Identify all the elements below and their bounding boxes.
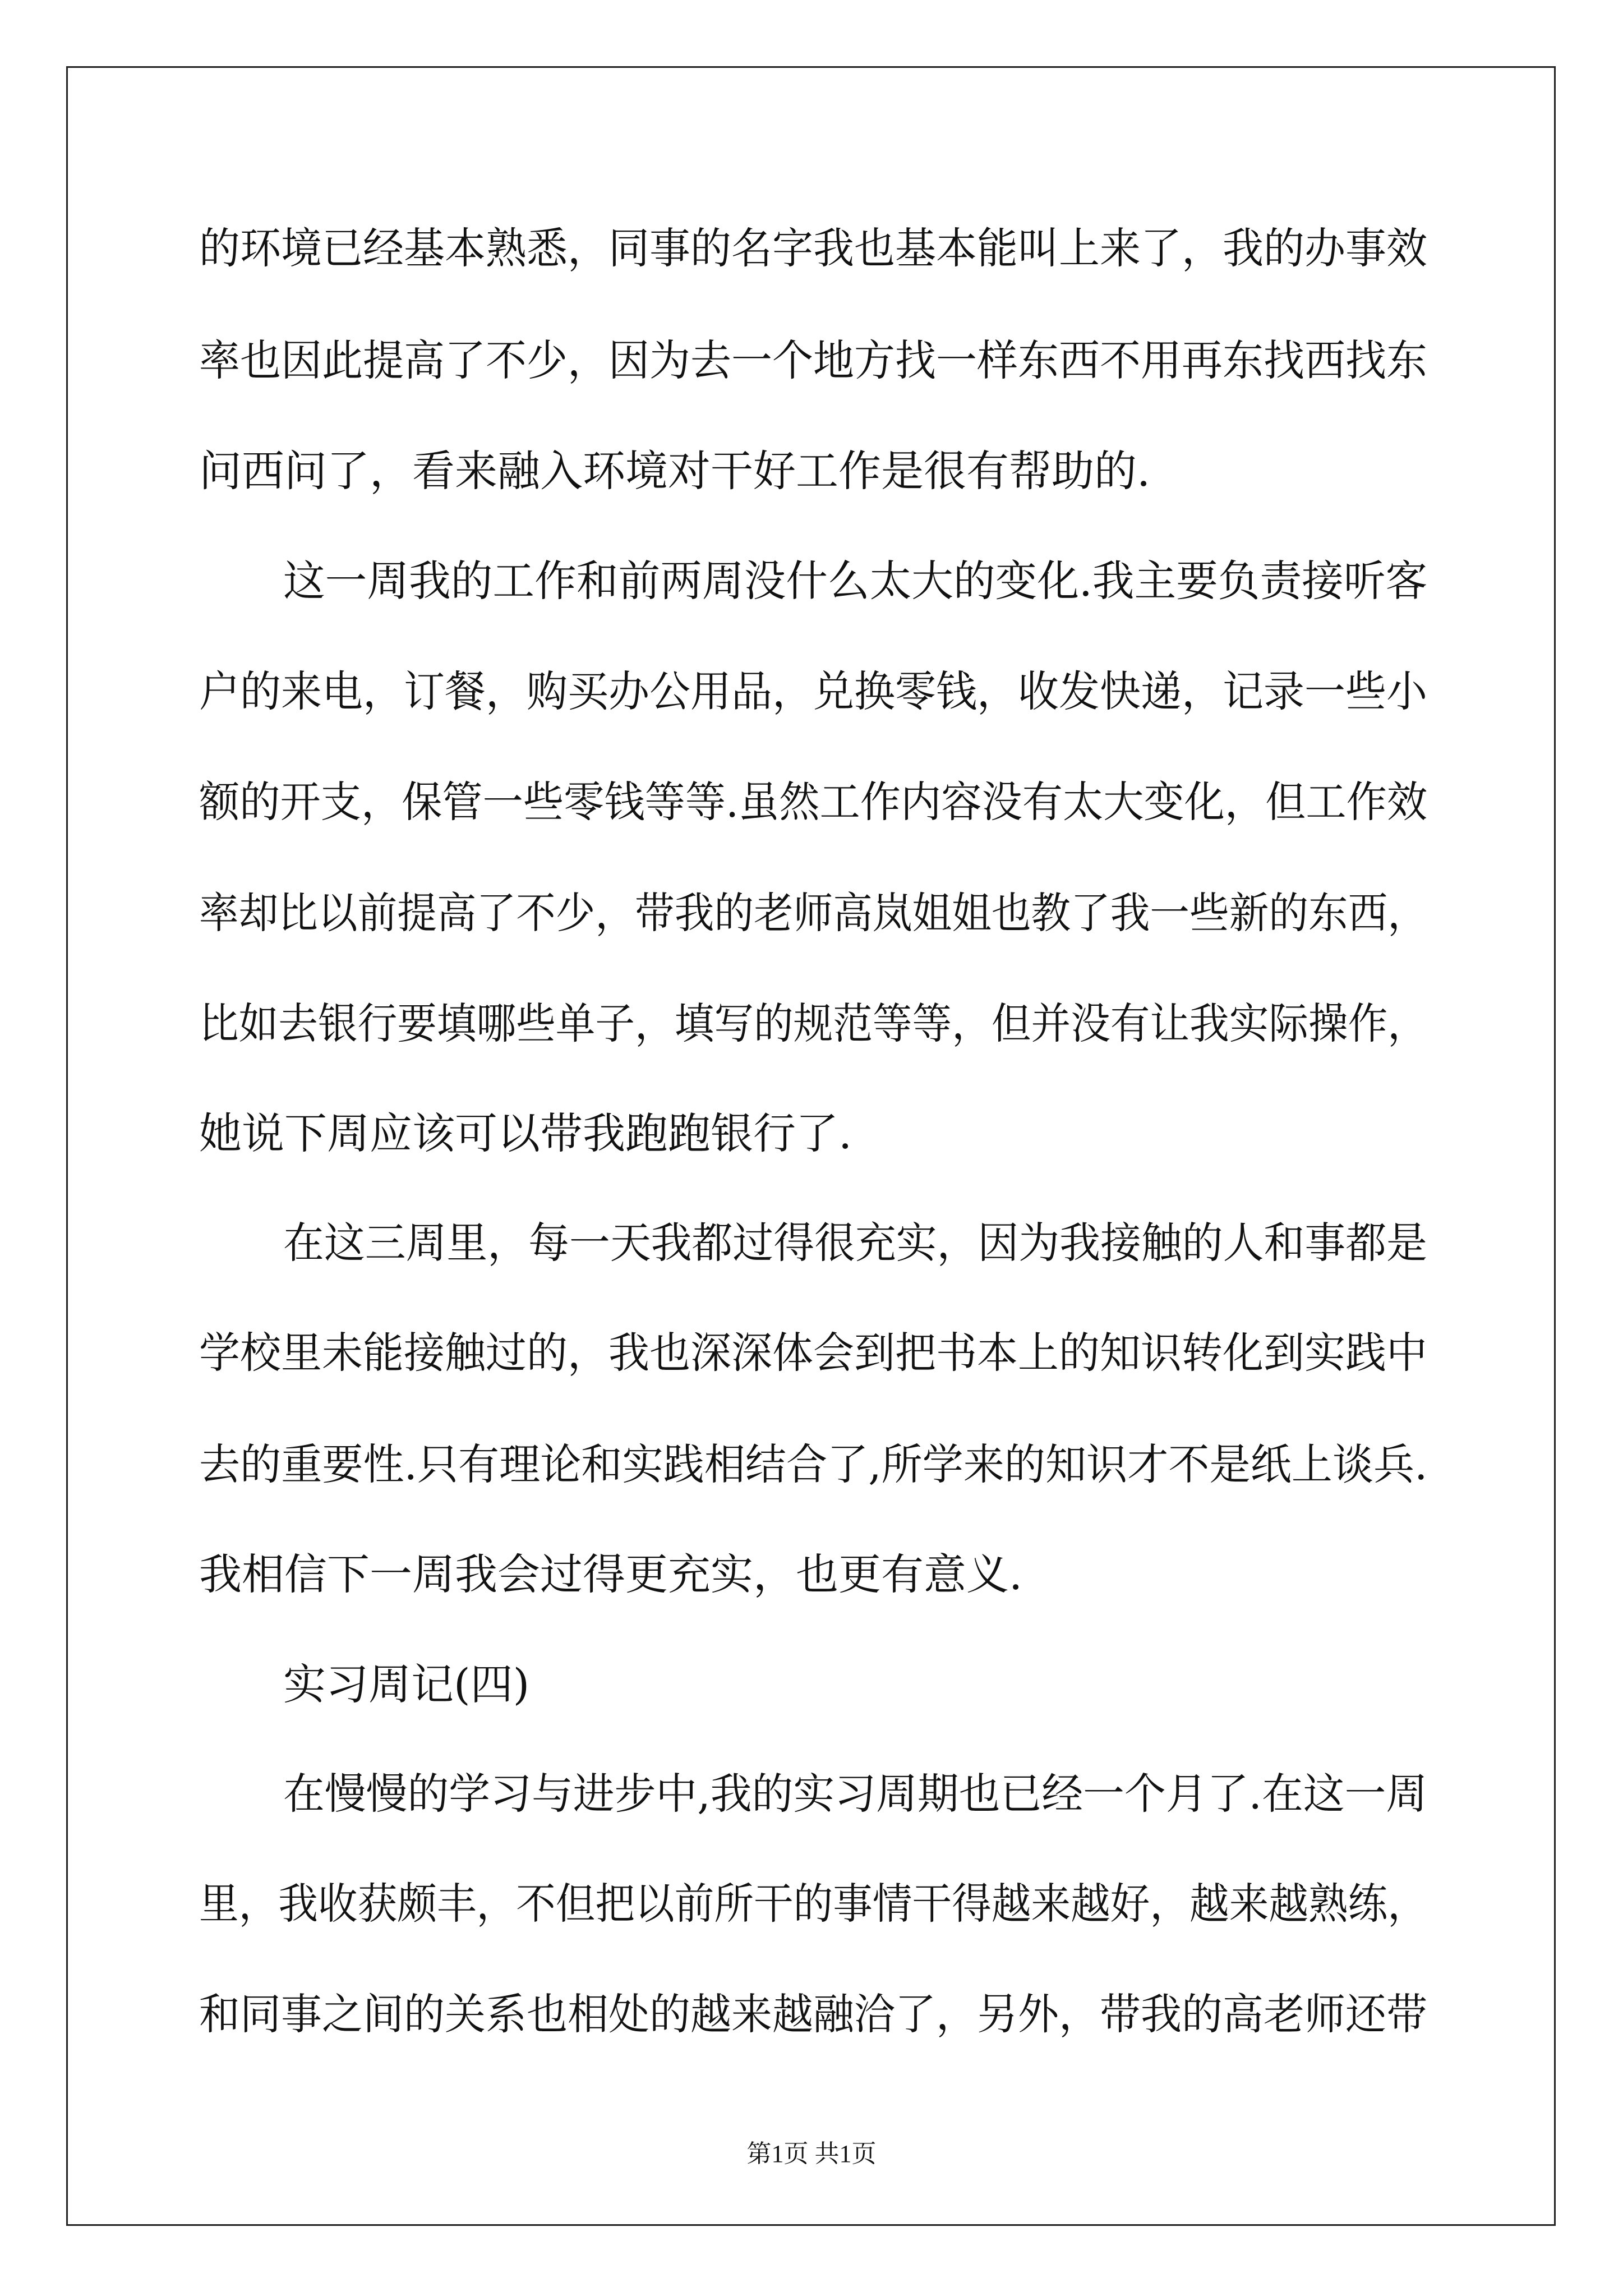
- section-heading: 实习周记(四): [283, 1659, 530, 1709]
- text-line: 去的重要性.只有理论和实践相结合了,所学来的知识才不是纸上谈兵.: [199, 1439, 1428, 1489]
- text-line: 这一周我的工作和前两周没什么太大的变化.我主要负责接听客: [283, 556, 1428, 606]
- text-line: 她说下周应该可以带我跑跑银行了.: [199, 1108, 852, 1158]
- text-line: 比如去银行要填哪些单子，填写的规范等等，但并没有让我实际操作，: [199, 999, 1427, 1048]
- text-line: 问西问了，看来融入环境对干好工作是很有帮助的.: [199, 446, 1151, 496]
- text-line: 在这三周里，每一天我都过得很充实，因为我接触的人和事都是: [283, 1218, 1427, 1268]
- text-line: 在慢慢的学习与进步中,我的实习周期也已经一个月了.在这一周: [283, 1769, 1428, 1819]
- text-line: 率却比以前提高了不少，带我的老师高岚姐姐也教了我一些新的东西，: [199, 888, 1427, 938]
- text-line: 我相信下一周我会过得更充实，也更有意义.: [199, 1549, 1023, 1599]
- text-line: 里，我收获颇丰，不但把以前所干的事情干得越来越好，越来越熟练，: [199, 1879, 1427, 1929]
- text-line: 的环境已经基本熟悉，同事的名字我也基本能叫上来了，我的办事效: [199, 223, 1427, 273]
- page-footer: 第1页 共1页: [746, 2140, 877, 2168]
- text-line: 学校里未能接触过的，我也深深体会到把书本上的知识转化到实践中: [199, 1328, 1427, 1378]
- text-line: 额的开支，保管一些零钱等等.虽然工作内容没有太大变化，但工作效: [199, 777, 1428, 827]
- text-line: 率也因此提高了不少，因为去一个地方找一样东西不用再东找西找东: [199, 335, 1427, 385]
- text-line: 和同事之间的关系也相处的越来越融洽了，另外，带我的高老师还带: [199, 1989, 1427, 2039]
- text-line: 户的来电，订餐，购买办公用品，兑换零钱，收发快递，记录一些小: [199, 666, 1427, 716]
